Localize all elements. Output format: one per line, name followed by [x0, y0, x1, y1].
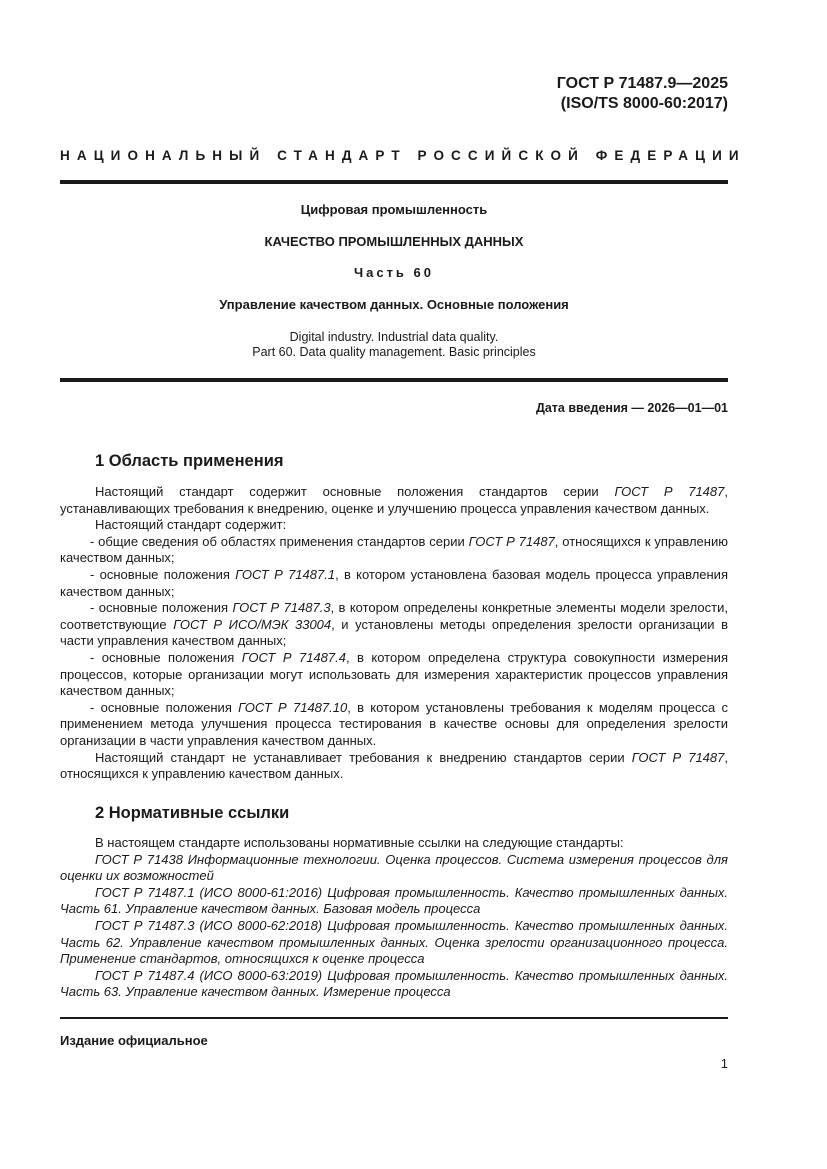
national-standard-banner: НАЦИОНАЛЬНЫЙ СТАНДАРТ РОССИЙСКОЙ ФЕДЕРАЦИИ — [60, 148, 746, 163]
page-number: 1 — [720, 1056, 728, 1071]
list-item: - основные положения ГОСТ Р 71487.10, в котором установлены требования к моделям процесса с применением метода улучшения процесса тестирования в качестве основы для определения зрелости организации в части управления качеством данных. — [60, 699, 729, 748]
normative-reference: ГОСТ Р 71487.1 (ИСО 8000-61:2016) Цифровая промышленность. Качество промышленных данных. Часть 61. Управление качеством данных. Базовая модель процесса — [60, 884, 728, 917]
normative-reference: ГОСТ Р 71487.4 (ИСО 8000-63:2019) Цифровая промышленность. Качество промышленных данных. Часть 63. Управление качеством данных. Измерение процесса — [60, 967, 728, 1000]
official-edition: Издание официальное — [60, 1033, 208, 1048]
english-title-line-1: Digital industry. Industrial data quality. — [289, 330, 499, 344]
standard-reference: ГОСТ Р 71487.3 — [232, 600, 331, 616]
title-industry: Цифровая промышленность — [300, 202, 488, 217]
section-2-body — [60, 835, 728, 1001]
part-number: 60 — [413, 265, 435, 280]
title-english — [60, 330, 728, 360]
standard-reference: ГОСТ Р 71487 — [614, 484, 725, 499]
title-part — [60, 265, 728, 280]
standard-reference: ГОСТ Р 71487 — [631, 749, 725, 765]
section-2-heading: 2 Нормативные ссылки — [95, 804, 290, 822]
document-designation — [557, 74, 728, 114]
paragraph: В настоящем стандарте использованы нормативные ссылки на следующие стандарты: — [95, 835, 624, 850]
standard-reference: ГОСТ Р 71487.10 — [238, 699, 348, 715]
introduction-date: Дата введения — 2026—01—01 — [535, 401, 728, 415]
list-item: - общие сведения об областях применения стандартов серии ГОСТ Р 71487, относящихся к управлению качеством данных; — [60, 533, 728, 566]
top-rule — [60, 180, 728, 184]
title-bottom-rule — [60, 378, 728, 382]
footer-rule — [60, 1017, 728, 1019]
standard-reference: ГОСТ Р 71487.1 — [235, 566, 336, 582]
normative-reference: ГОСТ Р 71438 Информационные технологии. Оценка процессов. Система измерения процессов для оценки их возможностей — [60, 851, 728, 884]
gost-number: ГОСТ Р 71487.9—2025 — [556, 75, 728, 92]
list-item: - основные положения ГОСТ Р 71487.4, в котором определена структура совокупности измерения процессов, которые организации могут использовать для измерения характеристик процессов управления качеством данных; — [60, 649, 728, 699]
section-1-heading: 1 Область применения — [95, 452, 284, 470]
normative-reference: ГОСТ Р 71487.3 (ИСО 8000-62:2018) Цифровая промышленность. Качество промышленных данных. Часть 62. Управление качеством промышленных данных. Оценка зрелости организационного процесса. Применение стандартов, относящихся к оценке процесса — [60, 917, 728, 967]
standard-reference: ГОСТ Р 71487.4 — [241, 649, 346, 665]
paragraph: Настоящий стандарт содержит основные положения стандартов серии ГОСТ Р 71487, устанавливающих требования к внедрению, оценке и улучшению процесса управления качеством данных. — [60, 484, 728, 516]
list-item: - основные положения ГОСТ Р 71487.3, в котором определены конкретные элементы модели зрелости, соответствующие ГОСТ Р ИСО/МЭК 33004, и установлены методы определения зрелости организации в части управления качеством данных; — [60, 600, 729, 649]
title-quality: КАЧЕСТВО ПРОМЫШЛЕННЫХ ДАННЫХ — [264, 234, 524, 249]
iso-number: (ISO/TS 8000-60:2017) — [560, 95, 728, 112]
english-title-line-2: Part 60. Data quality management. Basic principles — [252, 345, 536, 359]
standard-reference: ГОСТ Р 71487 — [468, 533, 555, 549]
part-label: Часть — [353, 265, 407, 280]
paragraph: Настоящий стандарт не устанавливает требования к внедрению стандартов серии ГОСТ Р 71487, относящихся к управлению качеством данных. — [60, 749, 728, 782]
section-1-body — [60, 484, 728, 783]
title-subtitle: Управление качеством данных. Основные положения — [219, 297, 569, 312]
list-item: - основные положения ГОСТ Р 71487.1, в котором установлена базовая модель процесса управления качеством данных; — [60, 566, 728, 599]
paragraph: Настоящий стандарт содержит: — [95, 517, 287, 533]
standard-reference: ГОСТ Р ИСО/МЭК 33004 — [173, 616, 332, 632]
